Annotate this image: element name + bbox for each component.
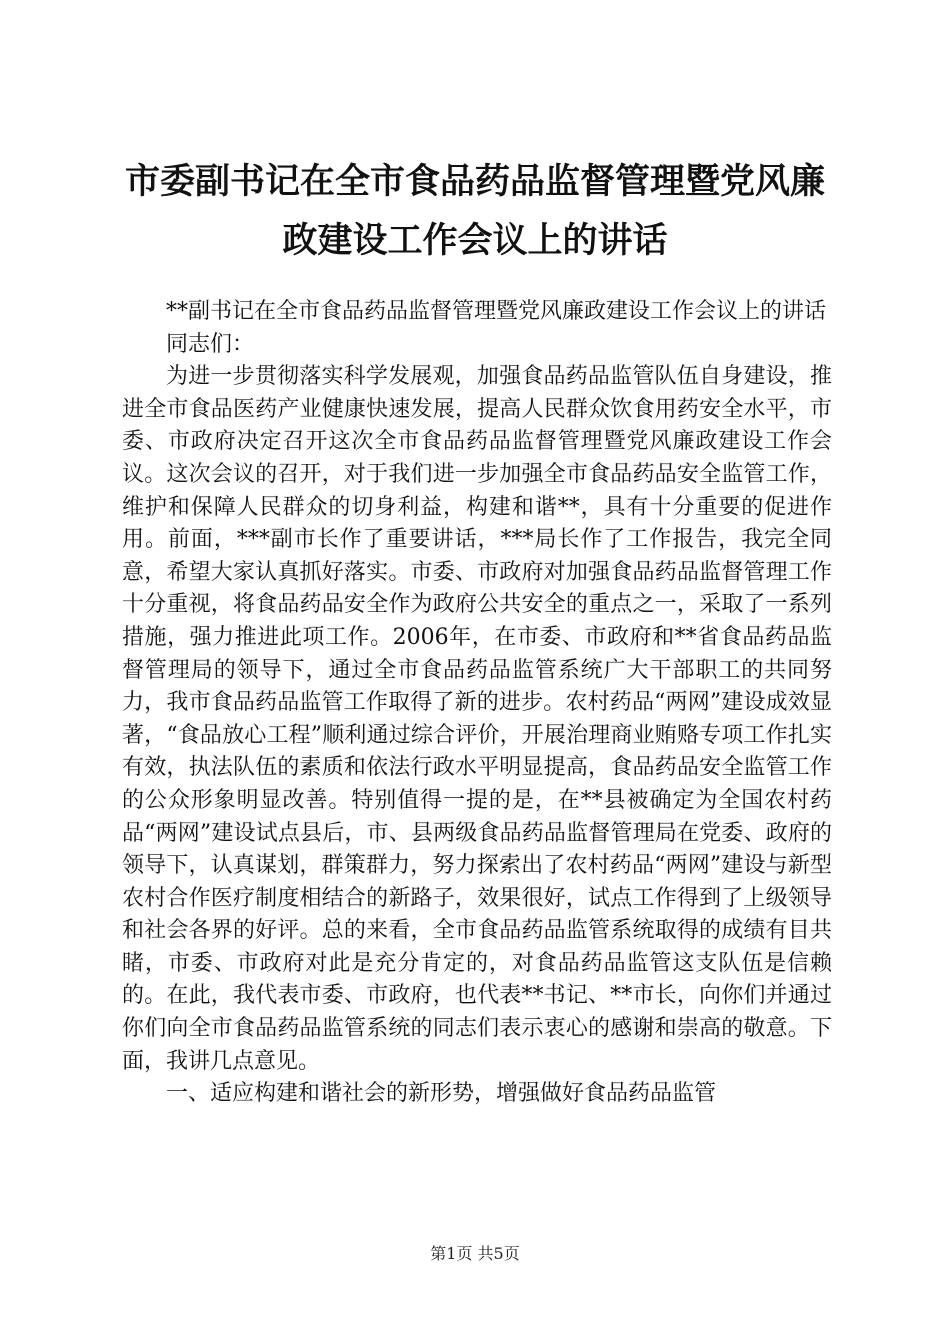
body-paragraph: 为进一步贯彻落实科学发展观，加强食品药品监管队伍自身建设，推进全市食品医药产业健康快速发展，提高人民群众饮食用药安全水平，市委、市政府决定召开这次全市食品药品监督管理暨党风廉政建设工作会议。这次会议的召开，对于我们进一步加强全市食品药品安全监管工作，维护和保障人民群众的切身利益，构建和谐**，具有十分重要的促进作用。前面，***副市长作了重要讲话，***局长作了工作报告，我完全同意，希望大家认真抓好落实。市委、市政府对加强食品药品监督管理工作十分重视，将食品药品安全作为政府公共安全的重点之一，采取了一系列措施，强力推进此项工作。2006年，在市委、市政府和**省食品药品监督管理局的领导下，通过全市食品药品监管系统广大干部职工的共同努力，我市食品药品监管工作取得了新的进步。农村药品“两网”建设成效显著，“食品放心工程”顺利通过综合评价，开展治理商业贿赂专项工作扎实有效，执法队伍的素质和依法行政水平明显提高，食品药品安全监管工作的公众形象明显改善。特别值得一提的是，在**县被确定为全国农村药品“两网”建设试点县后，市、县两级食品药品监督管理局在党委、政府的领导下，认真谋划，群策群力，努力探索出了农村药品“两网”建设与新型农村合作医疗制度相结合的新路子，效果很好，试点工作得到了上级领导和社会各界的好评。总的来看，全市食品药品监管系统取得的成绩有目共睹，市委、市政府对此是充分肯定的，对食品药品监管这支队伍是信赖的。在此，我代表市委、市政府，也代表**书记、**市长，向你们并通过你们向全市食品药品监管系统的同志们表示衷心的感谢和崇高的敬意。下面，我讲几点意见。 (122, 364, 832, 1074)
document-title-line-1: 市委副书记在全市食品药品监督管理暨党风廉 (124, 162, 825, 202)
document-title-line-2: 政建设工作会议上的讲话 (282, 221, 668, 261)
salutation-paragraph: 同志们： (166, 331, 255, 357)
page-number-footer: 第1页 共5页 (430, 1244, 520, 1263)
section-heading-paragraph: 一、适应构建和谐社会的新形势，增强做好食品药品监管 (166, 1081, 717, 1107)
document-body (122, 296, 832, 1111)
subtitle-paragraph: **副书记在全市食品药品监督管理暨党风廉政建设工作会议上的讲话 (166, 299, 827, 324)
